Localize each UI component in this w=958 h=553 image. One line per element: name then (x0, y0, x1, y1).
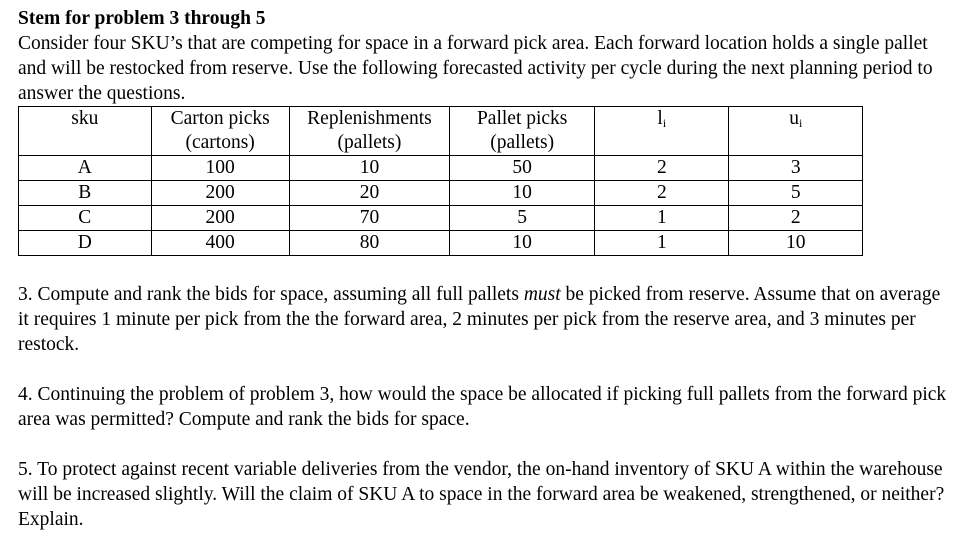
cell-sku: D (19, 231, 152, 256)
emphasis-must: must (523, 284, 561, 305)
cell-u: 10 (729, 231, 863, 256)
cell-sku: B (19, 181, 152, 206)
header-pallet-picks: Pallet picks (pallets) (450, 107, 595, 156)
cell-repl: 80 (289, 231, 450, 256)
header-u-i: $u_i$ (729, 107, 863, 156)
cell-carton: 200 (151, 206, 289, 231)
cell-l: 1 (595, 231, 729, 256)
cell-pallet: 10 (450, 231, 595, 256)
header-l-i: $l_i$ (595, 107, 729, 156)
cell-u: 5 (729, 181, 863, 206)
cell-sku: C (19, 206, 152, 231)
header-replenishments: Replenishments (pallets) (289, 107, 450, 156)
table-row (19, 156, 863, 181)
table-header-row (19, 107, 863, 156)
question-5: 5. To protect against recent variable deliveries from the vendor, the on-hand inventory of SKU A within the warehouse will be increased slightly. Will the claim of SKU A to space in the forward area be weakened, strengthened, or neither? Explain. (18, 459, 945, 530)
cell-repl: 70 (289, 206, 450, 231)
cell-carton: 400 (151, 231, 289, 256)
table-row (19, 181, 863, 206)
activity-table (18, 106, 863, 256)
table-row (19, 231, 863, 256)
cell-sku: A (19, 156, 152, 181)
cell-pallet: 5 (450, 206, 595, 231)
table-row (19, 206, 863, 231)
cell-pallet: 10 (450, 181, 595, 206)
cell-u: 2 (729, 206, 863, 231)
header-carton-picks: Carton picks (cartons) (151, 107, 289, 156)
stem-title: Stem for problem 3 through 5 (18, 8, 266, 29)
question-4: 4. Continuing the problem of problem 3, how would the space be allocated if picking full pallets from the forward pick area was permitted? Compute and rank the bids for space. (18, 384, 947, 430)
cell-repl: 10 (289, 156, 450, 181)
cell-carton: 100 (151, 156, 289, 181)
cell-carton: 200 (151, 181, 289, 206)
cell-l: 2 (595, 156, 729, 181)
cell-u: 3 (729, 156, 863, 181)
header-sku: sku (19, 107, 152, 156)
stem-intro: Consider four SKU’s that are competing for space in a forward pick area. Each forward location holds a single pallet and will be restocked from reserve. Use the following forecasted activity per cycle during the next planning period to answer the questions. (18, 33, 933, 104)
cell-pallet: 50 (450, 156, 595, 181)
cell-l: 1 (595, 206, 729, 231)
cell-repl: 20 (289, 181, 450, 206)
cell-l: 2 (595, 181, 729, 206)
question-3: 3. Compute and rank the bids for space, assuming all full pallets must be picked from reserve. Assume that on average it requires 1 minute per pick from the the forward area, 2 minutes per pick from the reserve area, and 3 minutes per restock. (18, 284, 941, 355)
